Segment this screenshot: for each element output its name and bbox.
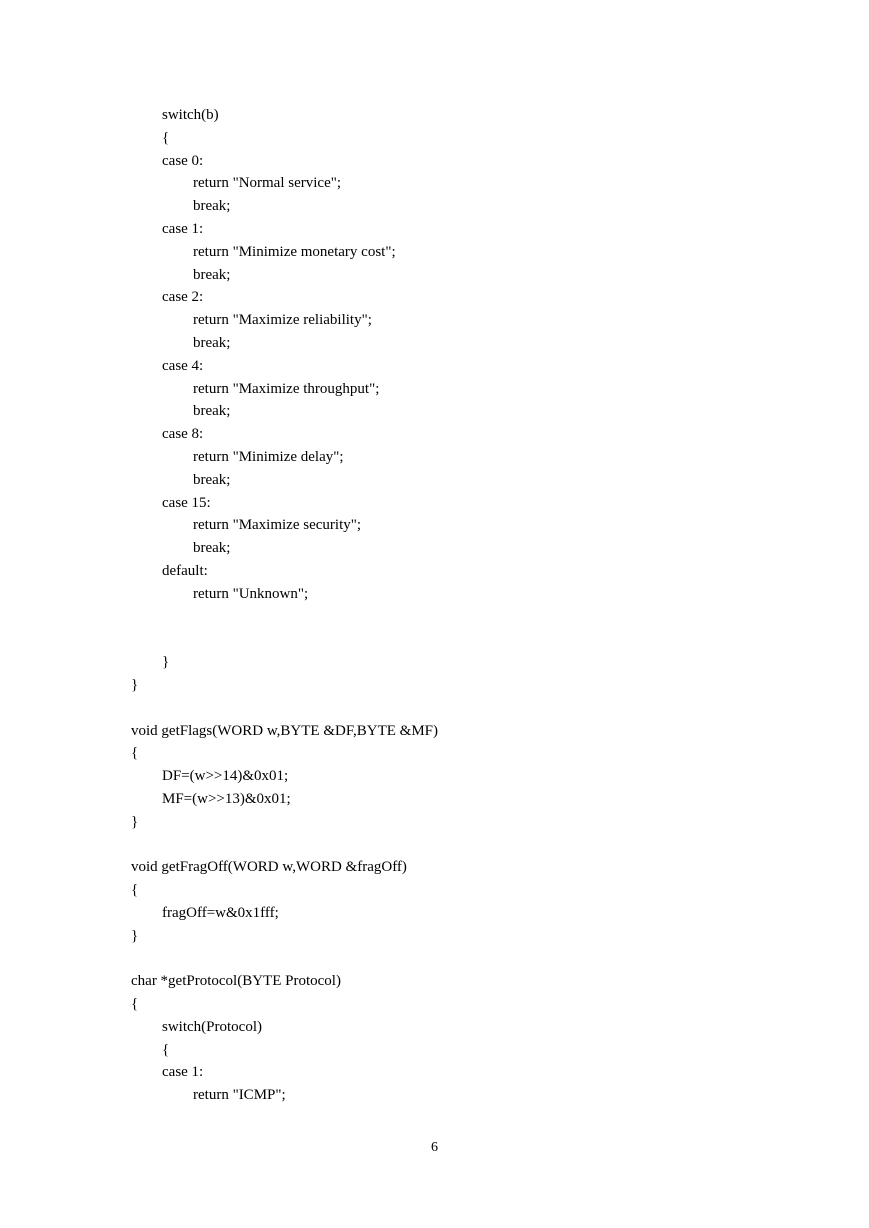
code-line: {	[131, 882, 139, 899]
code-line: break;	[193, 471, 231, 488]
code-line: char *getProtocol(BYTE Protocol)	[131, 973, 341, 990]
code-line: case 1:	[162, 1064, 204, 1081]
code-line: return "Maximize throughput";	[193, 380, 380, 397]
code-line: switch(Protocol)	[162, 1018, 262, 1035]
code-line: break;	[193, 266, 231, 283]
code-line: {	[131, 996, 139, 1013]
code-line: }	[162, 654, 170, 671]
code-line: return "ICMP";	[193, 1087, 286, 1104]
code-line: }	[131, 676, 139, 693]
code-line: case 1:	[162, 220, 204, 237]
code-line: case 15:	[162, 494, 211, 511]
code-line: case 8:	[162, 426, 204, 443]
code-line: MF=(w>>13)&0x01;	[162, 790, 291, 807]
code-line: fragOff=w&0x1fff;	[162, 904, 279, 921]
code-line: break;	[193, 403, 231, 420]
code-line: {	[162, 1041, 170, 1058]
blank-line	[131, 947, 831, 970]
code-line: switch(b)	[162, 107, 219, 123]
code-line: DF=(w>>14)&0x01;	[162, 768, 289, 785]
code-line: }	[131, 927, 139, 944]
blank-line	[131, 834, 831, 857]
code-line: return "Minimize monetary cost";	[193, 243, 396, 260]
code-line: default:	[162, 562, 208, 579]
code-line: break;	[193, 198, 231, 215]
blank-line	[131, 606, 831, 629]
code-line: return "Maximize reliability";	[193, 312, 372, 329]
code-line: break;	[193, 334, 231, 351]
code-line: break;	[193, 540, 231, 557]
code-line: return "Maximize security";	[193, 517, 362, 534]
code-line: void getFlags(WORD w,BYTE &DF,BYTE &MF)	[131, 722, 438, 739]
blank-line	[131, 697, 831, 720]
code-line: }	[131, 813, 139, 830]
code-line: case 2:	[162, 289, 204, 306]
blank-line	[131, 628, 831, 651]
page-number: 6	[431, 1140, 438, 1155]
code-line: case 0:	[162, 152, 204, 169]
code-line: {	[131, 745, 139, 762]
code-listing	[131, 104, 831, 1107]
code-line: void getFragOff(WORD w,WORD &fragOff)	[131, 859, 407, 876]
code-line: case 4:	[162, 357, 204, 374]
code-line: return "Minimize delay";	[193, 448, 344, 465]
code-line: return "Unknown";	[193, 585, 309, 602]
code-line: return "Normal service";	[193, 175, 342, 192]
code-line: {	[162, 129, 170, 146]
